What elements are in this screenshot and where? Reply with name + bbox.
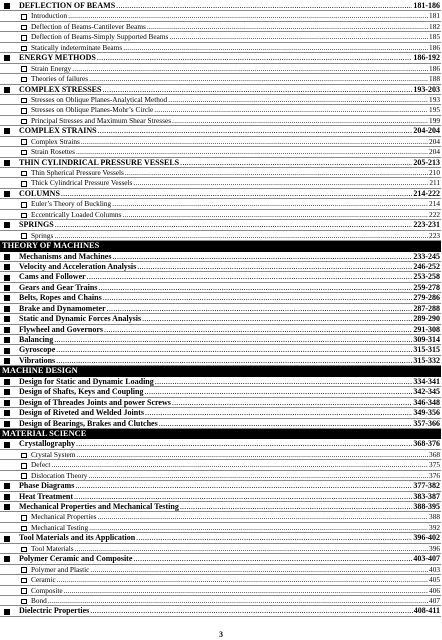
entry-title: Design of Shafts, Keys and Coupling: [19, 387, 144, 397]
entry-title: Design of Threades Joints and power Screws: [19, 397, 171, 407]
entry-title: Strain Rosettes: [31, 147, 75, 157]
dot-leader: [76, 147, 428, 156]
entry-pages: 186-192: [413, 53, 440, 63]
toc-chapter-entry: [0, 335, 441, 345]
entry-title: Ceramic: [31, 575, 56, 585]
hollow-square-bullet-icon: [21, 588, 27, 594]
entry-title: Polymer and Plastic: [31, 564, 90, 574]
toc-subtopic-entry: [0, 95, 441, 105]
entry-pages: 186: [429, 42, 440, 52]
entry-pages: 223-231: [413, 220, 440, 230]
entry-title: Velocity and Acceleration Analysis: [19, 261, 137, 271]
entry-pages: 349-356: [413, 408, 440, 418]
hollow-square-bullet-icon: [21, 473, 27, 479]
dot-leader: [56, 356, 412, 365]
filled-square-bullet-icon: [4, 128, 10, 134]
entry-pages: 182: [429, 21, 440, 31]
entry-pages: 253-258: [413, 272, 440, 282]
entry-title: Springs: [31, 230, 54, 240]
entry-pages: 205-213: [413, 157, 440, 167]
toc-chapter-entry: [0, 377, 441, 387]
entry-title: Cams and Follower: [19, 272, 86, 282]
dot-leader: [87, 272, 413, 281]
section-heading: THEORY OF MACHINES: [0, 241, 441, 251]
toc-chapter-entry: [0, 189, 441, 199]
entry-pages: 223: [429, 230, 440, 240]
toc-chapter-entry: [0, 502, 441, 512]
dot-leader: [54, 231, 428, 240]
toc-chapter-entry: [0, 85, 441, 95]
entry-title: COMPLEX STRESSES: [19, 84, 102, 94]
dot-leader: [89, 74, 428, 83]
entry-pages: 214: [429, 199, 440, 209]
entry-title: Dielectric Properties: [19, 606, 90, 616]
hollow-square-bullet-icon: [21, 567, 27, 573]
entry-title: Stresses on Oblique Planes-Mohr’s Circle: [31, 105, 154, 115]
entry-pages: 214-222: [413, 188, 440, 198]
hollow-square-bullet-icon: [21, 25, 27, 31]
toc-chapter-entry: [0, 356, 441, 366]
entry-pages: 211: [429, 178, 440, 188]
filled-square-bullet-icon: [4, 389, 10, 395]
toc-subtopic-entry: [0, 523, 441, 533]
entry-pages: 185: [429, 32, 440, 42]
entry-title: Design for Static and Dynamic Loading: [19, 376, 154, 386]
toc-chapter-entry: [0, 314, 441, 324]
entry-pages: 181-186: [413, 1, 440, 10]
dot-leader: [75, 481, 412, 490]
dot-leader: [88, 471, 428, 480]
entry-title: Introduction: [31, 11, 68, 21]
dot-leader: [133, 554, 412, 563]
toc-subtopic-entry: [0, 471, 441, 481]
entry-title: Design of Bearings, Brakes and Clutches: [19, 418, 158, 428]
dot-leader: [168, 95, 428, 104]
toc-subtopic-entry: [0, 544, 441, 554]
hollow-square-bullet-icon: [21, 108, 27, 114]
dot-leader: [76, 450, 428, 459]
entry-pages: 388: [429, 512, 440, 522]
dot-leader: [125, 168, 428, 177]
filled-square-bullet-icon: [4, 536, 10, 542]
entry-pages: 181: [429, 11, 440, 21]
toc-chapter-entry: [0, 262, 441, 272]
entry-pages: 368-376: [413, 439, 440, 449]
entry-title: Composite: [31, 585, 63, 595]
entry-pages: 287-288: [413, 303, 440, 313]
toc-chapter-entry: [0, 398, 441, 408]
toc-subtopic-entry: [0, 199, 441, 209]
entry-title: Euler’s Theory of Buckling: [31, 199, 112, 209]
entry-pages: 406: [429, 585, 440, 595]
dot-leader: [169, 32, 428, 41]
entry-title: Mechanical Properties: [31, 512, 97, 522]
dot-leader: [180, 502, 412, 511]
dot-leader: [89, 523, 428, 532]
filled-square-bullet-icon: [4, 337, 10, 343]
toc-subtopic-entry: [0, 11, 441, 21]
toc-chapter-entry: [0, 272, 441, 282]
dot-leader: [137, 262, 412, 271]
entry-pages: 315-315: [413, 345, 440, 355]
toc-subtopic-entry: [0, 178, 441, 188]
entry-title: Thin Spherical Pressure Vessels: [31, 168, 124, 177]
entry-pages: 357-366: [413, 418, 440, 428]
toc-chapter-entry: [0, 220, 441, 230]
toc-chapter-entry: [0, 554, 441, 564]
hollow-square-bullet-icon: [21, 515, 27, 521]
hollow-square-bullet-icon: [21, 35, 27, 41]
toc-chapter-entry: [0, 419, 441, 429]
entry-title: Gyroscope: [19, 345, 56, 355]
filled-square-bullet-icon: [4, 160, 10, 166]
toc-chapter-entry: [0, 304, 441, 314]
entry-title: COMPLEX STRAINS: [19, 126, 97, 136]
entry-pages: 396-402: [413, 533, 440, 543]
entry-pages: 342-345: [413, 387, 440, 397]
entry-title: Thick Cylindrical Pressure Vessels: [31, 178, 133, 188]
entry-pages: 186: [429, 63, 440, 73]
hollow-square-bullet-icon: [21, 150, 27, 156]
filled-square-bullet-icon: [4, 55, 10, 61]
entry-title: Polymer Ceramic and Composite: [19, 554, 133, 564]
entry-title: Theories of failures: [31, 74, 89, 84]
entry-pages: 309-314: [413, 335, 440, 344]
dot-leader: [123, 43, 428, 52]
entry-title: Mechanical Testing: [31, 522, 89, 532]
entry-title: Bond: [31, 595, 47, 605]
dot-leader: [122, 210, 428, 219]
entry-title: Crystal System: [31, 449, 76, 459]
entry-pages: 204-204: [413, 126, 440, 136]
filled-square-bullet-icon: [4, 87, 10, 93]
section-heading: MATERIAL SCIENCE: [0, 429, 441, 439]
entry-pages: 259-278: [413, 282, 440, 292]
dot-leader: [56, 345, 412, 354]
entry-title: ENERGY METHODS: [19, 53, 96, 63]
hollow-square-bullet-icon: [21, 233, 27, 239]
entry-pages: 403-407: [413, 554, 440, 564]
entry-title: Balancing: [19, 335, 54, 344]
dot-leader: [159, 419, 413, 428]
hollow-square-bullet-icon: [21, 599, 27, 605]
dot-leader: [98, 126, 413, 135]
hollow-square-bullet-icon: [21, 171, 27, 177]
entry-pages: 279-286: [413, 293, 440, 303]
toc-chapter-entry: [0, 387, 441, 397]
dot-leader: [154, 105, 428, 114]
entry-title: COLUMNS: [19, 188, 60, 198]
dot-leader: [57, 575, 428, 584]
entry-pages: 376: [429, 470, 440, 480]
entry-pages: 204: [429, 136, 440, 146]
dot-leader: [72, 64, 428, 73]
hollow-square-bullet-icon: [21, 139, 27, 145]
entry-title: Gears and Gear Trains: [19, 282, 98, 292]
dot-leader: [98, 283, 412, 292]
entry-pages: 193-203: [413, 84, 440, 94]
entry-pages: 396: [429, 543, 440, 553]
entry-title: Complex Strains: [31, 136, 80, 146]
dot-leader: [76, 439, 412, 448]
entry-title: Mechanical Properties and Mechanical Testing: [19, 502, 179, 511]
filled-square-bullet-icon: [4, 358, 10, 364]
table-of-contents: [0, 1, 441, 617]
toc-chapter-entry: [0, 439, 441, 449]
entry-title: Brake and Dynamometer: [19, 303, 106, 313]
filled-square-bullet-icon: [4, 295, 10, 301]
toc-subtopic-entry: [0, 64, 441, 74]
entry-pages: 346-348: [413, 397, 440, 407]
entry-title: Tool Materials: [31, 543, 74, 553]
entry-pages: 377-382: [413, 481, 440, 491]
filled-square-bullet-icon: [4, 410, 10, 416]
toc-subtopic-entry: [0, 460, 441, 470]
entry-title: Belts, Ropes and Chains: [19, 293, 102, 303]
hollow-square-bullet-icon: [21, 181, 27, 187]
toc-subtopic-entry: [0, 147, 441, 157]
entry-pages: 195: [429, 105, 440, 115]
entry-pages: 368: [429, 449, 440, 459]
dot-leader: [104, 325, 412, 334]
dot-leader: [142, 314, 412, 323]
entry-title: Mechanisms and Machines: [19, 251, 112, 261]
dot-leader: [172, 116, 428, 125]
dot-leader: [180, 158, 412, 167]
dot-leader: [103, 293, 413, 302]
filled-square-bullet-icon: [4, 379, 10, 385]
filled-square-bullet-icon: [4, 191, 10, 197]
filled-square-bullet-icon: [4, 316, 10, 322]
hollow-square-bullet-icon: [21, 119, 27, 125]
toc-subtopic-entry: [0, 137, 441, 147]
toc-subtopic-entry: [0, 43, 441, 53]
entry-pages: 291-308: [413, 324, 440, 334]
hollow-square-bullet-icon: [21, 66, 27, 72]
filled-square-bullet-icon: [4, 400, 10, 406]
entry-pages: 408-411: [413, 606, 440, 616]
entry-title: Principal Stresses and Maximum Shear Stresses: [31, 115, 172, 125]
toc-subtopic-entry: [0, 586, 441, 596]
dot-leader: [55, 220, 413, 229]
dot-leader: [133, 178, 428, 187]
entry-title: Static and Dynamic Forces Analysis: [19, 314, 142, 324]
hollow-square-bullet-icon: [21, 98, 27, 104]
toc-subtopic-entry: [0, 32, 441, 42]
entry-title: Statically indeterminate Beams: [31, 42, 123, 52]
entry-title: Vibrations: [19, 355, 56, 365]
filled-square-bullet-icon: [4, 348, 10, 354]
dot-leader: [75, 544, 428, 553]
entry-title: Defect: [31, 460, 51, 470]
filled-square-bullet-icon: [4, 494, 10, 500]
section-heading: MACHINE DESIGN: [0, 366, 441, 376]
dot-leader: [74, 492, 412, 501]
dot-leader: [90, 606, 413, 615]
dot-leader: [61, 189, 412, 198]
toc-chapter-entry: [0, 533, 441, 543]
entry-pages: 403: [429, 564, 440, 574]
entry-title: Tool Materials and its Application: [19, 533, 136, 543]
entry-title: Heat Treatment: [19, 491, 73, 501]
entry-title: Flywheel and Governors: [19, 324, 103, 334]
toc-subtopic-entry: [0, 450, 441, 460]
entry-title: Phase Diagrams: [19, 481, 75, 491]
toc-chapter-entry: [0, 345, 441, 355]
hollow-square-bullet-icon: [21, 46, 27, 52]
toc-subtopic-entry: [0, 105, 441, 115]
dot-leader: [112, 199, 428, 208]
entry-pages: 315-332: [413, 355, 440, 365]
hollow-square-bullet-icon: [21, 463, 27, 469]
toc-chapter-entry: [0, 408, 441, 418]
entry-title: DEFLECTION OF BEAMS: [19, 1, 116, 10]
filled-square-bullet-icon: [4, 285, 10, 291]
dot-leader: [97, 512, 428, 521]
dot-leader: [107, 304, 413, 313]
hollow-square-bullet-icon: [21, 578, 27, 584]
dot-leader: [54, 335, 412, 344]
toc-chapter-entry: [0, 158, 441, 168]
entry-pages: 246-252: [413, 261, 440, 271]
dot-leader: [51, 460, 428, 469]
toc-chapter-entry: [0, 252, 441, 262]
entry-pages: 233-245: [413, 251, 440, 261]
entry-title: Strain Energy: [31, 63, 72, 73]
dot-leader: [172, 398, 412, 407]
dot-leader: [48, 596, 428, 605]
entry-title: THIN CYLINDRICAL PRESSURE VESSELS: [19, 157, 180, 167]
page-number: 3: [219, 630, 223, 639]
filled-square-bullet-icon: [4, 504, 10, 510]
toc-subtopic-entry: [0, 575, 441, 585]
toc-chapter-entry: [0, 1, 441, 11]
entry-pages: 392: [429, 522, 440, 532]
toc-subtopic-entry: [0, 116, 441, 126]
filled-square-bullet-icon: [4, 556, 10, 562]
filled-square-bullet-icon: [4, 421, 10, 427]
dot-leader: [68, 11, 428, 20]
entry-pages: 188: [429, 74, 440, 84]
entry-pages: 193: [429, 94, 440, 104]
entry-pages: 222: [429, 209, 440, 219]
dot-leader: [90, 565, 428, 574]
entry-title: SPRINGS: [19, 220, 54, 230]
toc-subtopic-entry: [0, 74, 441, 84]
entry-pages: 334-341: [413, 376, 440, 386]
hollow-square-bullet-icon: [21, 547, 27, 553]
toc-subtopic-entry: [0, 22, 441, 32]
entry-title: Design of Riveted and Welded Joints: [19, 408, 144, 418]
filled-square-bullet-icon: [4, 264, 10, 270]
toc-subtopic-entry: [0, 596, 441, 606]
filled-square-bullet-icon: [4, 275, 10, 281]
filled-square-bullet-icon: [4, 609, 10, 615]
dot-leader: [112, 252, 412, 261]
dot-leader: [97, 53, 413, 62]
toc-chapter-entry: [0, 53, 441, 63]
entry-pages: 383-387: [413, 491, 440, 501]
toc-chapter-entry: [0, 283, 441, 293]
dot-leader: [155, 377, 413, 386]
toc-chapter-entry: [0, 293, 441, 303]
entry-pages: 210: [429, 168, 440, 177]
dot-leader: [145, 408, 412, 417]
toc-subtopic-entry: [0, 168, 441, 178]
dot-leader: [147, 22, 428, 31]
entry-pages: 388-395: [413, 502, 440, 511]
filled-square-bullet-icon: [4, 254, 10, 260]
entry-title: Dislocation Theory: [31, 470, 88, 480]
filled-square-bullet-icon: [4, 442, 10, 448]
dot-leader: [81, 137, 428, 146]
entry-pages: 204: [429, 147, 440, 157]
toc-subtopic-entry: [0, 565, 441, 575]
dot-leader: [116, 1, 412, 10]
hollow-square-bullet-icon: [21, 202, 27, 208]
toc-subtopic-entry: [0, 512, 441, 522]
toc-subtopic-entry: [0, 210, 441, 220]
filled-square-bullet-icon: [4, 327, 10, 333]
entry-title: Stresses on Oblique Planes-Analytical Method: [31, 94, 168, 104]
dot-leader: [64, 586, 428, 595]
entry-pages: 405: [429, 575, 440, 585]
hollow-square-bullet-icon: [21, 14, 27, 20]
entry-pages: 375: [429, 460, 440, 470]
dot-leader: [144, 387, 412, 396]
filled-square-bullet-icon: [4, 483, 10, 489]
filled-square-bullet-icon: [4, 3, 10, 9]
toc-chapter-entry: [0, 606, 441, 616]
hollow-square-bullet-icon: [21, 453, 27, 459]
entry-title: Deflection of Beams-Simply Supported Beams: [31, 32, 169, 42]
toc-subtopic-entry: [0, 231, 441, 241]
toc-chapter-entry: [0, 325, 441, 335]
entry-title: Crystallography: [19, 439, 75, 449]
hollow-square-bullet-icon: [21, 526, 27, 532]
toc-chapter-entry: [0, 492, 441, 502]
entry-pages: 199: [429, 115, 440, 125]
dot-leader: [136, 533, 412, 542]
dot-leader: [102, 85, 412, 94]
toc-chapter-entry: [0, 126, 441, 136]
toc-chapter-entry: [0, 481, 441, 491]
entry-pages: 289-290: [413, 314, 440, 324]
filled-square-bullet-icon: [4, 306, 10, 312]
hollow-square-bullet-icon: [21, 213, 27, 219]
entry-title: Deflection of Beams-Cantilever Beams: [31, 21, 146, 31]
entry-pages: 407: [429, 595, 440, 605]
entry-title: Eccentrically Loaded Columns: [31, 209, 122, 219]
hollow-square-bullet-icon: [21, 77, 27, 83]
filled-square-bullet-icon: [4, 222, 10, 228]
